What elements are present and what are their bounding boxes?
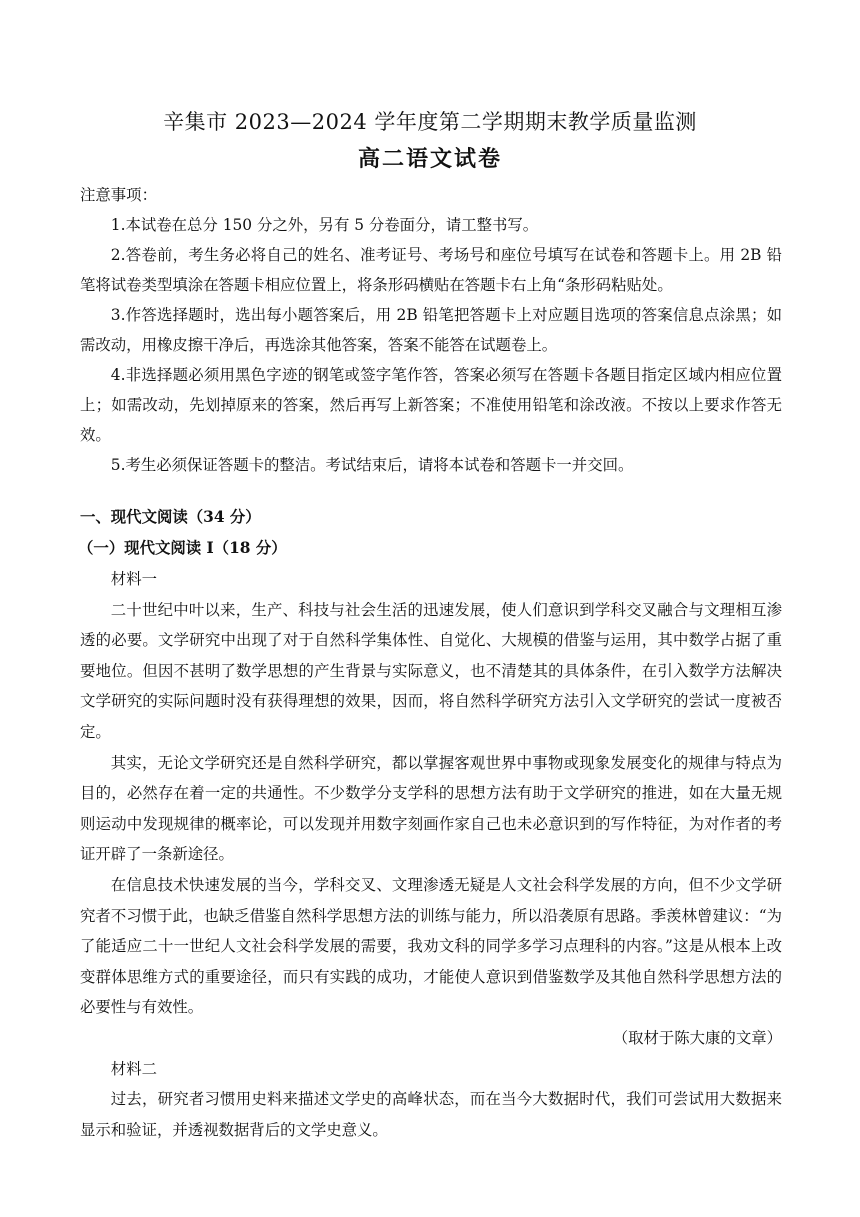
note-item: 3.作答选择题时，选出每小题答案后，用 2B 铅笔把答题卡上对应题目选项的答案信息点涂黑；如需改动，用橡皮擦干净后，再选涂其他答案，答案不能答在试题卷上。 (80, 306, 782, 354)
note-item: 1.本试卷在总分 150 分之外，另有 5 分卷面分，请工整书写。 (110, 216, 539, 234)
notes-heading: 注意事项： (80, 186, 157, 204)
material-label: 材料二 (110, 1059, 157, 1078)
note-item: 5.考生必须保证答题卡的整洁。考试结束后，请将本试卷和答题卡一并交回。 (110, 456, 634, 474)
exam-subtitle: 高二语文试卷 (357, 147, 502, 172)
material-paragraph: 在信息技术快速发展的当今，学科交叉、文理渗透无疑是人文社会科学发展的方向，但不少文学研究者不习惯于此，也缺乏借鉴自然科学思想方法的训练与能力，所以沿袭原有思路。季羡林曾建议：“为了能适应二十一世纪人文社会科学发展的需要，我劝文科的同学多学习点理科的内容。”这是从根本上改变群体思维方式的重要途径，而只有实践的成功，才能使人意识到借鉴数学及其他自然科学思想方法的必要性与有效性。 (80, 875, 782, 1017)
material-paragraph: 其实，无论文学研究还是自然科学研究，都以掌握客观世界中事物或现象发展变化的规律与特点为目的，必然存在着一定的共通性。不少数学分支学科的思想方法有助于文学研究的推进，如在大量无规则运动中发现规律的概率论，可以发现并用数字刻画作家自己也未必意识到的写作特征，为对作者的考证开辟了一条新途径。 (80, 753, 782, 864)
section-heading: 一、现代文阅读（34 分） (80, 508, 261, 526)
reading-material (80, 564, 782, 1145)
material-source: （取材于陈大康的文章） (612, 1028, 782, 1047)
note-item: 2.答卷前，考生务必将自己的姓名、准考证号、考场号和座位号填写在试卷和答题卡上。用 2B 铅笔将试卷类型填涂在答题卡相应位置上，将条形码横贴在答题卡右上角“条形码粘贴处。 (80, 246, 782, 294)
material-paragraph: 过去，研究者习惯用史料来描述文学史的高峰状态，而在当今大数据时代，我们可尝试用大数据来显示和验证，并透视数据背后的文学史意义。 (80, 1090, 782, 1139)
exam-notes (80, 180, 782, 480)
material-paragraph: 二十世纪中叶以来，生产、科技与社会生活的迅速发展，使人们意识到学科交叉融合与文理相互渗透的必要。文学研究中出现了对于自然科学集体性、自觉化、大规模的借鉴与运用，其中数学占据了重要地位。但因不甚明了数学思想的产生背景与实际意义，也不清楚其的具体条件，在引入数学方法解决文学研究的实际问题时没有获得理想的效果，因而，将自然科学研究方法引入文学研究的尝试一度被否定。 (80, 600, 782, 741)
exam-title: 辛集市 2023—2024 学年度第二学期期末教学质量监测 (163, 110, 697, 134)
material-label: 材料一 (110, 570, 157, 588)
section-subheading: （一）现代文阅读 I（18 分） (78, 539, 287, 557)
note-item: 4.非选择题必须用黑色字迹的钢笔或签字笔作答，答案必须写在答题卡各题目指定区域内相应位置上；如需改动，先划掉原来的答案，然后再写上新答案；不准使用铅笔和涂改液。不按以上要求作答无效。 (80, 366, 782, 444)
